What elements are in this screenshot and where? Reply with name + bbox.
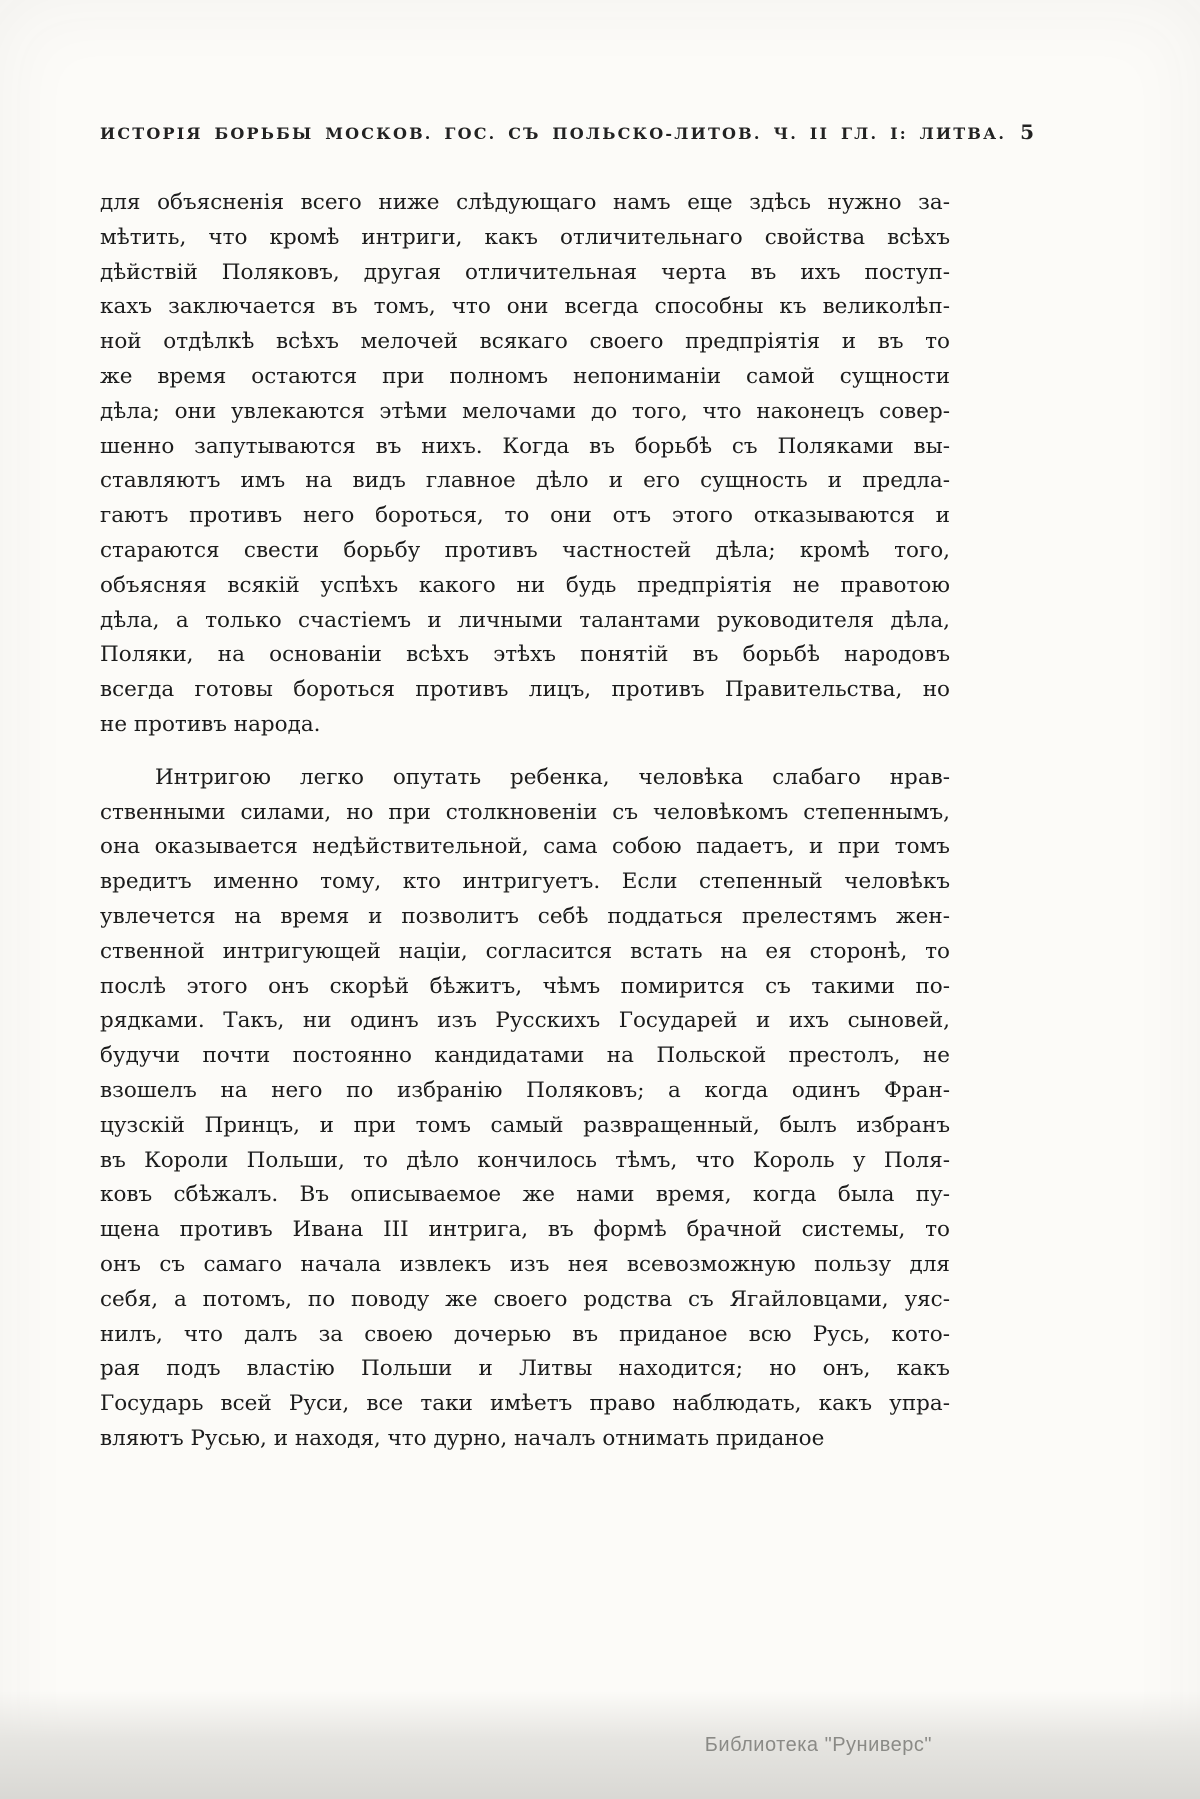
text-line: будучи почти постоянно кандидатами на Польской престолъ, не xyxy=(100,1043,950,1069)
text-line: для объясненія всего ниже слѣдующаго намъ еще здѣсь нужно за- xyxy=(100,190,950,215)
text-line: же время остаются при полномъ непониманіи самой сущности xyxy=(100,363,950,389)
text-line: объясняя всякій успѣхъ какого ни будь предпріятія не правотою xyxy=(100,572,950,598)
text-line: дѣла, а только счастіемъ и личными талантами руководителя дѣла, xyxy=(100,607,950,633)
paragraph xyxy=(100,186,950,743)
text-line: кахъ заключается въ томъ, что они всегда способны къ великолѣп- xyxy=(100,294,950,320)
text-line: рая подъ властію Польши и Литвы находится; но онъ, какъ xyxy=(100,1356,950,1382)
text-line: стараются свести борьбу противъ частностей дѣла; кромѣ того, xyxy=(100,537,950,563)
text-line: вляютъ Русью, и находя, что дурно, началъ отнимать приданое xyxy=(100,1425,825,1451)
text-line: Государь всей Руси, все таки имѣетъ право наблюдать, какъ упра- xyxy=(100,1391,950,1417)
text-line: мѣтить, что кромѣ интриги, какъ отличительнаго свойства всѣхъ xyxy=(100,224,950,250)
text-line: Поляки, на основаніи всѣхъ этѣхъ понятій въ борьбѣ народовъ xyxy=(100,642,950,668)
paragraph xyxy=(100,761,950,1457)
page-number: 5 xyxy=(1020,120,1035,144)
text-line: не противъ народа. xyxy=(100,711,321,737)
text-line: онъ съ самаго начала извлекъ изъ нея всевозможную пользу для xyxy=(100,1251,950,1277)
text-line: шенно запутываются въ нихъ. Когда въ борьбѣ съ Поляками вы- xyxy=(100,433,950,459)
text-line: дѣйствій Поляковъ, другая отличительная черта въ ихъ поступ- xyxy=(100,259,950,285)
watermark-band xyxy=(0,1691,1200,1799)
text-line: ставляютъ имъ на видъ главное дѣло и его сущность и предла- xyxy=(100,468,950,494)
text-line: нилъ, что далъ за своею дочерью въ приданое всю Русь, кото- xyxy=(100,1321,950,1347)
page-header xyxy=(100,120,1035,144)
watermark-text: Библиотека "Руниверс" xyxy=(704,1733,932,1756)
text-line: рядками. Такъ, ни одинъ изъ Русскихъ Государей и ихъ сыновей, xyxy=(100,1008,950,1034)
text-line: ственной интригующей націи, согласится встать на ея сторонѣ, то xyxy=(100,938,950,964)
text-line: себя, а потомъ, по поводу же своего родства съ Ягайловцами, уяс- xyxy=(100,1286,950,1312)
text-line: Интригою легко опутать ребенка, человѣка слабаго нрав- xyxy=(155,764,950,790)
text-line: ственными силами, но при столкновеніи съ человѣкомъ степеннымъ, xyxy=(100,799,950,825)
text-line: въ Короли Польши, то дѣло кончилось тѣмъ, что Король у Поля- xyxy=(100,1147,950,1173)
text-line: взошелъ на него по избранію Поляковъ; а когда одинъ Фран- xyxy=(100,1077,950,1103)
text-line: она оказывается недѣйствительной, сама собою падаетъ, и при томъ xyxy=(100,834,950,860)
text-line: всегда готовы бороться противъ лицъ, противъ Правительства, но xyxy=(100,677,950,703)
text-line: дѣла; они увлекаются этѣми мелочами до того, что наконецъ совер- xyxy=(100,398,950,424)
running-title: ИСТОРІЯ БОРЬБЫ МОСКОВ. ГОС. СЪ ПОЛЬСКО-ЛИТОВ. Ч. II ГЛ. I: ЛИТВА. xyxy=(100,124,1007,143)
page-body xyxy=(100,186,950,1457)
text-line: увлечется на время и позволитъ себѣ поддаться прелестямъ жен- xyxy=(100,903,950,929)
text-line: вредитъ именно тому, кто интригуетъ. Если степенный человѣкъ xyxy=(100,869,950,895)
text-line: ковъ сбѣжалъ. Въ описываемое же нами время, когда была пу- xyxy=(100,1182,950,1208)
text-line: щена противъ Ивана III интрига, въ формѣ брачной системы, то xyxy=(100,1217,950,1243)
text-line: ной отдѣлкѣ всѣхъ мелочей всякаго своего предпріятія и въ то xyxy=(100,329,950,355)
text-line: послѣ этого онъ скорѣй бѣжитъ, чѣмъ помирится съ такими по- xyxy=(100,973,950,999)
text-line: гаютъ противъ него бороться, то они отъ этого отказываются и xyxy=(100,503,950,529)
text-line: цузскій Принцъ, и при томъ самый развращенный, былъ избранъ xyxy=(100,1112,950,1138)
